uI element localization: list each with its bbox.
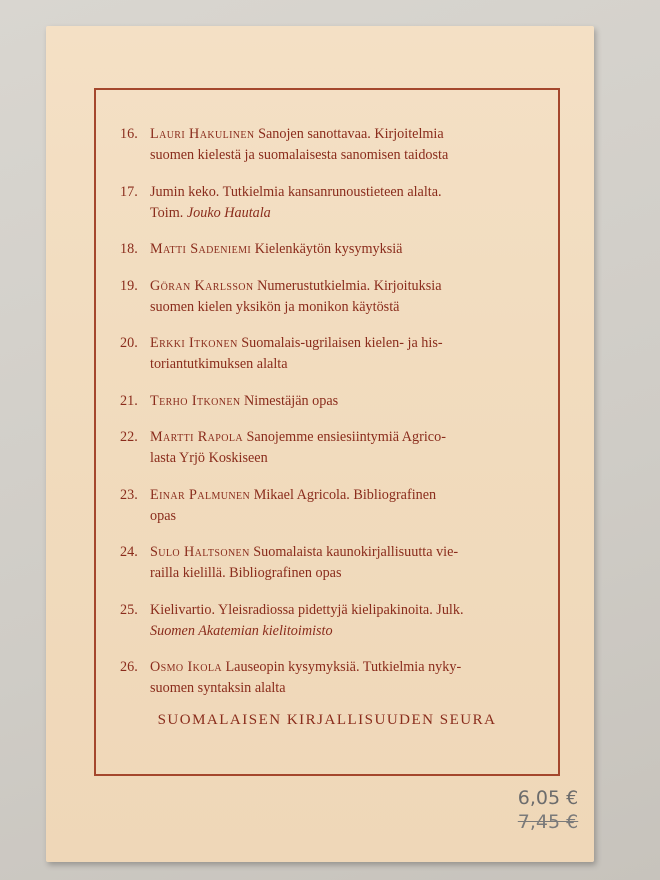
list-item-22 (120, 427, 540, 469)
entry-number: 16. (120, 126, 138, 142)
price-old: 7,45 € (517, 811, 579, 833)
entry-title: Kielenkäytön kysymyksiä (254, 241, 403, 257)
entry-title-cont: toriantutkimuksen alalta (150, 356, 288, 372)
entry-author: Matti Sadeniemi (150, 241, 252, 257)
list-item-19 (120, 276, 540, 318)
entry-title: Lauseopin kysymyksiä. Tutkielmia nyky- (225, 659, 462, 675)
publisher-name: SUOMALAISEN KIRJALLISUUDEN SEURA (157, 712, 497, 728)
series-list (120, 124, 540, 715)
entry-number: 17. (120, 183, 138, 200)
price-sticker (508, 786, 588, 834)
entry-title: Numerustutkielmia. Kirjoituksia (257, 277, 442, 294)
entry-author: Terho Itkonen (150, 392, 241, 409)
entry-title-cont: suomen kielestä ja suomalaisesta sanomisen taidosta (150, 147, 449, 163)
entry-title-cont: suomen syntaksin alalta (150, 680, 286, 696)
entry-number: 20. (120, 335, 138, 351)
list-item-23 (120, 485, 540, 527)
entry-number: 18. (120, 241, 138, 257)
entry-author: Sulo Haltsonen (150, 544, 250, 560)
list-item-24 (120, 542, 540, 584)
entry-title: Kielivartio. Yleisradiossa pidettyjä kielipakinoita. Julk. (150, 601, 464, 618)
list-item-16 (120, 124, 540, 166)
entry-number: 22. (120, 429, 138, 445)
list-item-20 (120, 333, 540, 375)
entry-author: Göran Karlsson (150, 277, 254, 294)
entry-title-cont: suomen kielen yksikön ja monikon käytöstä (150, 298, 400, 315)
list-item-25 (120, 600, 540, 642)
entry-title: Suomalais-ugrilaisen kielen- ja his- (241, 335, 443, 351)
list-item-26 (120, 657, 540, 699)
entry-author: Martti Rapola (150, 429, 243, 445)
entry-title-cont: lasta Yrjö Koskiseen (150, 450, 268, 466)
entry-title-cont: railla kielillä. Bibliografinen opas (150, 565, 342, 581)
entry-number: 26. (120, 659, 138, 675)
list-item-17 (120, 182, 540, 224)
entry-title: Nimestäjän opas (244, 392, 339, 409)
list-item-21 (120, 391, 540, 412)
entry-title: Suomalaista kaunokirjallisuutta vie- (253, 544, 459, 560)
entry-author: Lauri Hakulinen (150, 126, 255, 142)
list-item-18 (120, 239, 540, 260)
entry-author: Osmo Ikola (150, 659, 222, 675)
entry-title: Jumin keko. Tutkielmia kansanrunoustieteen alalta. (150, 183, 442, 200)
entry-title: Sanojen sanottavaa. Kirjoitelmia (258, 126, 444, 142)
entry-editor: Jouko Hautala (186, 204, 271, 221)
entry-number: 19. (120, 277, 138, 294)
entry-title: Mikael Agricola. Bibliografinen (253, 486, 437, 503)
entry-title: Sanojemme ensiesiintymiä Agrico- (246, 429, 446, 445)
entry-number: 21. (120, 392, 138, 409)
entry-number: 23. (120, 486, 138, 503)
entry-author: Erkki Itkonen (150, 335, 238, 351)
entry-number: 24. (120, 544, 138, 560)
entry-author: Einar Palmunen (150, 486, 251, 503)
price-new: 6,05 € (517, 787, 579, 809)
entry-number: 25. (120, 601, 138, 618)
entry-title-cont: opas (150, 507, 177, 524)
entry-editor-prefix: Toim. (150, 204, 184, 221)
entry-editor: Suomen Akatemian kielitoimisto (150, 622, 333, 639)
